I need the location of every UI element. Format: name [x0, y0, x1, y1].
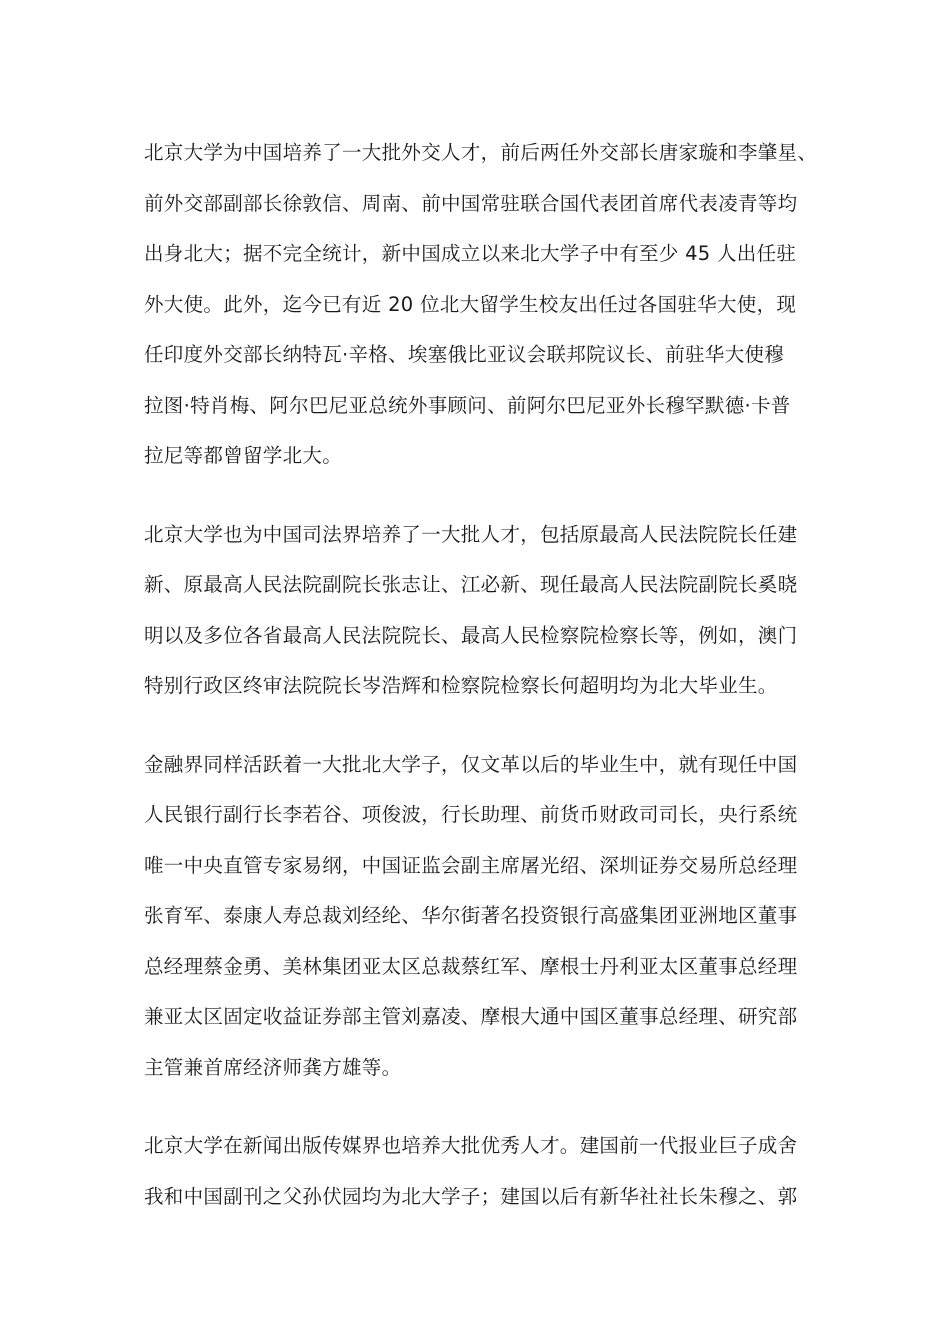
text-line: 总经理蔡金勇、美林集团亚太区总裁蔡红军、摩根士丹利亚太区董事总经理 [144, 954, 798, 978]
document-body [144, 128, 818, 1250]
text-line: 明以及多位各省最高人民法院院长、最高人民检察院检察长等，例如，澳门 [144, 623, 798, 647]
text-line: 人民银行副行长李若谷、项俊波，行长助理、前货币财政司司长，央行系统 [144, 803, 798, 826]
text-line: 兼亚太区固定收益证券部主管刘嘉凌、摩根大通中国区董事总经理、研究部 [144, 1005, 798, 1028]
paragraph-judiciary [144, 510, 812, 712]
text-line: 北京大学也为中国司法界培养了一大批人才，包括原最高人民法院院长任建 [144, 522, 798, 546]
text-line: 张育军、泰康人寿总裁刘经纶、华尔街著名投资银行高盛集团亚洲地区董事 [144, 904, 798, 927]
text-line: 任印度外交部长纳特瓦·辛格、埃塞俄比亚议会联邦院议长、前驻华大使穆 [144, 343, 785, 366]
text-line: 我和中国副刊之父孙伏园均为北大学子；建国以后有新华社社长朱穆之、郭 [144, 1184, 798, 1208]
text-line: 前外交部副部长徐敦信、周南、前中国常驻联合国代表团首席代表凌青等均 [144, 191, 798, 215]
text-line: 主管兼首席经济师龚方雄等。 [144, 1055, 402, 1079]
text-line: 出身北大；据不完全统计，新中国成立以来北大学子中有至少 45 人出任驻 [144, 242, 797, 265]
paragraph-finance [144, 740, 812, 1094]
text-line: 特别行政区终审法院院长岑浩辉和检察院检察长何超明均为北大毕业生。 [144, 674, 778, 697]
text-line: 新、原最高人民法院副院长张志让、江必新、现任最高人民法院副院长奚晓 [144, 573, 798, 596]
text-line: 拉尼等都曾留学北大。 [144, 444, 343, 467]
paragraph-media [144, 1121, 812, 1222]
text-line: 拉图·特肖梅、阿尔巴尼亚总统外事顾问、前阿尔巴尼亚外长穆罕默德·卡普 [144, 393, 791, 417]
text-line: 北京大学为中国培养了一大批外交人才，前后两任外交部长唐家璇和李肇星、 [144, 141, 818, 164]
text-line: 金融界同样活跃着一大批北大学子，仅文革以后的毕业生中，就有现任中国 [144, 752, 798, 776]
paragraph-diplomats [144, 128, 818, 482]
text-line: 外大使。此外，迄今已有近 20 位北大留学生校友出任过各国驻华大使，现 [144, 292, 797, 316]
text-line: 北京大学在新闻出版传媒界也培养大批优秀人才。建国前一代报业巨子成舍 [144, 1134, 798, 1157]
text-line: 唯一中央直管专家易纲，中国证监会副主席屠光绍、深圳证券交易所总经理 [144, 853, 798, 877]
